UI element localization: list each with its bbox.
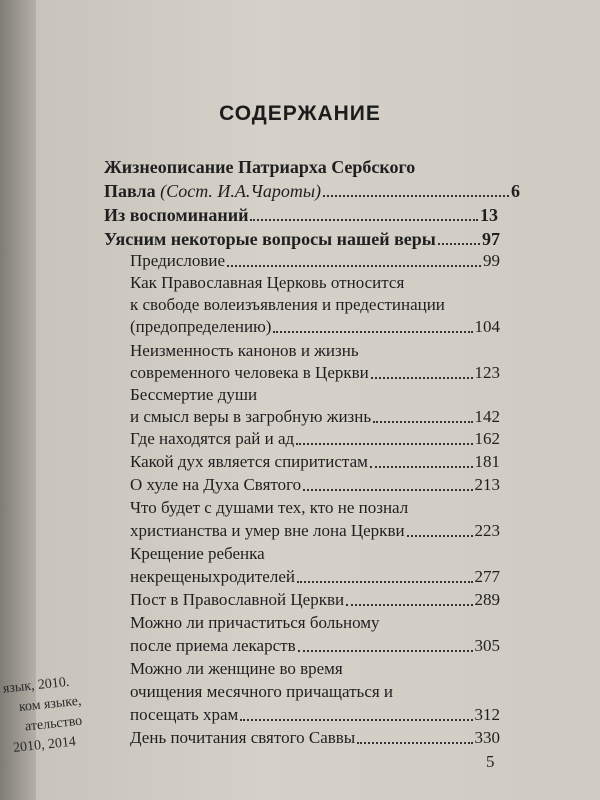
toc-page-number: 142 <box>474 407 500 426</box>
toc-page-number: 213 <box>474 475 500 494</box>
toc-entry-title: современного человека в Церкви <box>130 363 369 382</box>
toc-entry[interactable] <box>104 204 498 226</box>
toc-page-number: 6 <box>511 181 520 201</box>
adjacent-line: ательство <box>24 713 83 735</box>
leader-dots <box>407 535 473 537</box>
leader-dots <box>298 650 473 652</box>
leader-dots <box>438 243 480 245</box>
toc-entry[interactable] <box>130 727 500 749</box>
leader-dots <box>323 195 509 197</box>
leader-dots <box>373 421 472 423</box>
toc-entry[interactable] <box>130 635 500 657</box>
toc-entry-line: к свободе волеизъявления и предестинации <box>130 295 445 314</box>
toc-entry-title: Уясним некоторые вопросы нашей веры <box>104 229 436 249</box>
toc-entry[interactable] <box>130 589 500 611</box>
adjacent-page-text <box>0 671 98 760</box>
adjacent-line: ком языке, <box>18 693 83 716</box>
toc-page-number: 123 <box>474 363 500 382</box>
toc-entry[interactable] <box>130 520 500 542</box>
toc-entry-title: посещать храм <box>130 705 239 724</box>
leader-dots <box>227 265 481 267</box>
leader-dots <box>357 742 472 744</box>
toc-entry[interactable] <box>130 704 500 726</box>
toc-entry-title: Предисловие <box>130 251 226 270</box>
toc-entry-line: Можно ли женщине во время <box>130 659 343 678</box>
toc-entry-title: христианства и умер вне лона Церкви <box>130 521 405 540</box>
toc-entry[interactable] <box>104 228 500 250</box>
leader-dots <box>273 331 472 333</box>
toc-page-number: 104 <box>474 317 500 336</box>
toc-entry-line: Неизменность канонов и жизнь <box>130 341 359 360</box>
toc-page-number: 223 <box>474 521 500 540</box>
toc-entry-title: и смысл веры в загробную жизнь <box>130 407 372 426</box>
toc-entry-title: (предопределению) <box>130 317 272 336</box>
toc-page-number: 305 <box>474 636 500 655</box>
toc-page-number: 330 <box>474 728 500 747</box>
toc-entry-line: Бессмертие души <box>130 385 258 404</box>
toc-entry-title: О хуле на Духа Святого <box>130 475 302 494</box>
toc-page-number: 181 <box>474 452 500 471</box>
toc-entry[interactable] <box>130 362 500 384</box>
leader-dots <box>297 581 473 583</box>
toc-entry-line: очищения месячного причащаться и <box>130 682 394 701</box>
toc-entry-title: Из воспоминаний <box>104 205 249 225</box>
toc-entry[interactable] <box>130 406 500 428</box>
toc-entry-title: некрещеныхродителей <box>130 567 295 586</box>
toc-entry-line: Что будет с душами тех, кто не познал <box>130 498 409 517</box>
toc-entry-line: Крещение ребенка <box>130 544 265 563</box>
toc-entry[interactable] <box>130 566 500 588</box>
leader-dots <box>371 377 473 379</box>
adjacent-line: 2010, 2014 <box>12 734 77 756</box>
toc-page-number: 312 <box>474 705 500 724</box>
toc-page-number: 277 <box>474 567 500 586</box>
leader-dots <box>346 604 472 606</box>
toc-entry[interactable] <box>130 474 500 496</box>
toc-entry[interactable] <box>130 250 500 272</box>
toc-entry-line: Как Православная Церковь относится <box>130 273 405 292</box>
toc-entry-title: Какой дух является спиритистам <box>130 452 368 471</box>
toc-entry[interactable] <box>130 316 500 338</box>
toc-page-number: 97 <box>482 229 500 249</box>
toc-entry[interactable] <box>104 180 520 202</box>
toc-entry-title: Павла <box>104 181 161 201</box>
toc-page-number: 99 <box>483 251 500 270</box>
leader-dots <box>240 719 472 721</box>
leader-dots <box>303 489 472 491</box>
toc-entry-line: Можно ли причаститься больному <box>130 613 380 632</box>
toc-entry-title: Где находятся рай и ад <box>130 429 295 448</box>
adjacent-line: язык, 2010. <box>2 674 71 697</box>
toc-entry[interactable] <box>130 451 500 473</box>
leader-dots <box>370 466 473 468</box>
toc-entry-title: День почитания святого Саввы <box>130 728 356 747</box>
toc-page-number: 162 <box>474 429 500 448</box>
toc-entry-line: Жизнеописание Патриарха Сербского <box>104 157 416 177</box>
toc-entry-note: (Сост. И.А.Чароты) <box>160 181 322 201</box>
toc-page-number: 289 <box>474 590 500 609</box>
page-number: 5 <box>486 752 495 771</box>
page-title: СОДЕРЖАНИЕ <box>219 102 381 125</box>
toc-entry-title: после приема лекарств <box>130 636 296 655</box>
toc-entry[interactable] <box>130 428 500 450</box>
toc-page-number: 13 <box>480 205 498 225</box>
toc-entry-title: Пост в Православной Церкви <box>130 590 345 609</box>
leader-dots <box>250 219 478 221</box>
leader-dots <box>296 443 472 445</box>
